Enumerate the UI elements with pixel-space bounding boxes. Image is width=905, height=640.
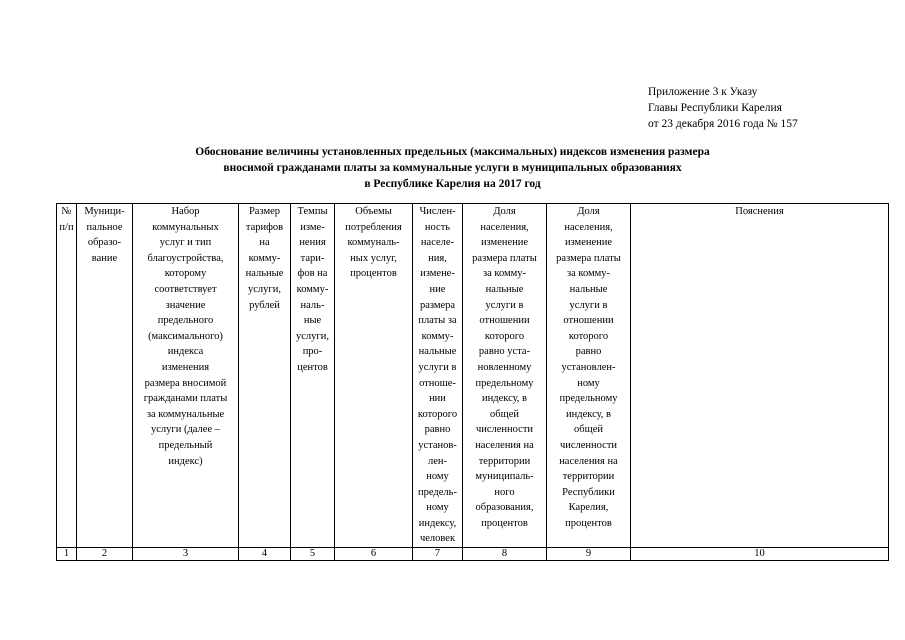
- annex-line-3: от 23 декабря 2016 года № 157: [648, 118, 798, 130]
- annex-line-2: Главы Республики Карелия: [648, 102, 782, 114]
- column-number-cell: 1: [57, 548, 77, 561]
- header-cell-municipality: Муници- пальное образо- вание: [77, 204, 133, 548]
- header-cell-republic-share: Доля населения, изменение размера платы за комму- нальные услуги в отношении которого равно установлен- ному предельному индексу, в общей численности населения на территории Республики Карелия, процентов: [547, 204, 631, 548]
- document-title: [0, 144, 905, 192]
- column-number-cell: 3: [133, 548, 239, 561]
- header-cell-number: № п/п: [57, 204, 77, 548]
- column-number-cell: 9: [547, 548, 631, 561]
- title-line-1: Обоснование величины установленных предельных (максимальных) индексов изменения размера: [195, 146, 710, 158]
- title-line-3: в Республике Карелия на 2017 год: [364, 178, 541, 190]
- header-cell-service-set: Набор коммунальных услуг и тип благоустройства, которому соответствует значение предельного (максимального) индекса изменения размера вносимой гражданами платы за коммунальные услуги (далее – предельный индекс): [133, 204, 239, 548]
- column-number-cell: 6: [335, 548, 413, 561]
- column-number-cell: 4: [239, 548, 291, 561]
- annex-reference: [648, 84, 798, 132]
- column-number-cell: 10: [631, 548, 889, 561]
- header-cell-municipal-share: Доля населения, изменение размера платы за комму- нальные услуги в отношении которого равно уста- новленному предельному индексу, в общей численности населения на территории муниципаль- ного образования, процентов: [463, 204, 547, 548]
- table-column-numbers-row: [57, 548, 889, 561]
- header-cell-tariff-size: Размер тарифов на комму- нальные услуги, рублей: [239, 204, 291, 548]
- column-number-cell: 7: [413, 548, 463, 561]
- title-line-2: вносимой гражданами платы за коммунальные услуги в муниципальных образованиях: [223, 162, 682, 174]
- header-cell-consumption-volume: Объемы потребления коммуналь- ных услуг, процентов: [335, 204, 413, 548]
- column-number-cell: 5: [291, 548, 335, 561]
- annex-line-1: Приложение 3 к Указу: [648, 86, 758, 98]
- header-cell-population-count: Числен- ность населе- ния, измене- ние размера платы за комму- нальные услуги в отноше- нии которого равно установ- лен- ному предель- ному индексу, человек: [413, 204, 463, 548]
- header-cell-explanations: Пояснения: [631, 204, 889, 548]
- justification-table: [56, 203, 889, 561]
- table-header-row: [57, 204, 889, 548]
- column-number-cell: 8: [463, 548, 547, 561]
- column-number-cell: 2: [77, 548, 133, 561]
- header-cell-tariff-change-rate: Темпы изме- нения тари- фов на комму- наль- ные услуги, про- центов: [291, 204, 335, 548]
